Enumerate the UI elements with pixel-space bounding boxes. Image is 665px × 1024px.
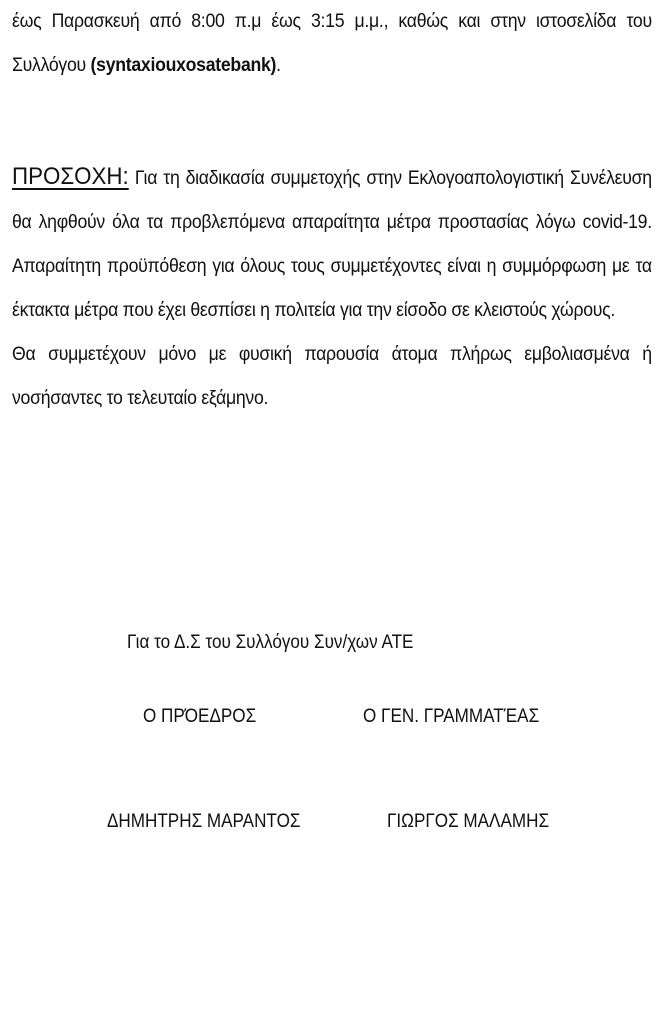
intro-paragraph [12, 0, 652, 88]
notice-section [12, 155, 652, 421]
secretary-role: Ο ΓΕΝ. ΓΡΑΜΜΑΤΈΑΣ [363, 706, 540, 727]
notice-paragraph-1-text: Για τη διαδικασία συμμετοχής στην Εκλογοαπολογιστική Συνέλευση θα ληφθούν όλα τα προβλεπόμενα απαραίτητα μέτρα προστασίας λόγω covid-19. Απαραίτητη προϋπόθεση για όλους τους συμμετέχοντες είναι η συμμόρφωση με τα έκτακτα μέτρα που έχει θεσπίσει η πολιτεία για την είσοδο σε κλειστούς χώρους. [12, 168, 652, 321]
signature-header: Για το Δ.Σ του Συλλόγου Συν/χων ΑΤΕ [127, 632, 414, 653]
notice-paragraph-1 [12, 155, 652, 333]
intro-line-2-suffix: . [276, 55, 281, 76]
intro-line-1: έως Παρασκευή από 8:00 π.μ έως 3:15 μ.μ., καθώς και στην ιστοσελίδα του [12, 11, 652, 32]
website-name: (syntaxiouxosatebank) [90, 55, 277, 76]
president-name: ΔΗΜΗΤΡΗΣ ΜΑΡΑΝΤΟΣ [107, 811, 301, 832]
intro-line-2 [12, 44, 652, 88]
secretary-name: ΓΙΩΡΓΟΣ ΜΑΛΑΜΗΣ [387, 811, 550, 832]
president-role: Ο ΠΡΌΕΔΡΟΣ [143, 706, 257, 727]
notice-title: ΠΡΟΣΟΧΗ: [12, 163, 129, 190]
intro-line-2-prefix: Συλλόγου [12, 55, 91, 76]
notice-paragraph-2: Θα συμμετέχουν μόνο με φυσική παρουσία άτομα πλήρως εμβολιασμένα ή νοσήσαντες το τελευταίο εξάμηνο. [12, 344, 652, 409]
